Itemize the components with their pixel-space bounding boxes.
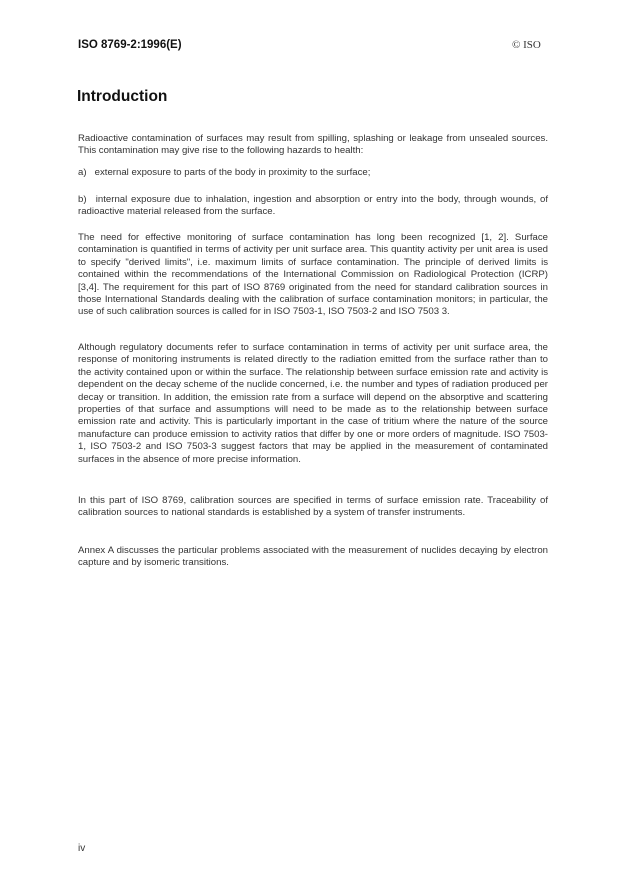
standard-id: ISO 8769-2:1996(E) [78, 39, 182, 51]
list-marker-b: b) [78, 194, 87, 205]
paragraph-annex: Annex A discusses the particular problems associated with the measurement of nuclides decaying by electron capture and by isomeric transitions. [78, 545, 548, 569]
copyright-mark: © ISO [512, 39, 541, 51]
paragraph-calibration: In this part of ISO 8769, calibration sources are specified in terms of surface emission rate. Traceability of calibration sources to national standards is established by a system of transfer instruments. [78, 495, 548, 519]
page-title: Introduction [77, 88, 168, 105]
list-marker-a: a) [78, 167, 87, 178]
list-item-b [78, 194, 548, 219]
paragraph-regulatory: Although regulatory documents refer to surface contamination in terms of activity per unit surface area, the response of monitoring instruments is related directly to the radiation emitted from the surface rather than to the activity contained upon or within the surface. The relationship between surface emission rate and activity is dependent on the decay scheme of the nuclide concerned, i.e. the number and types of radiation produced per decay or transition. In addition, the emission rate from a surface will depend on the absorptive and scattering properties of that surface and assumptions will need to be made as to the relationship between surface emission rate and activity. This is particularly important in the case of tritium where the nature of the source manufacture can produce emission to activity ratios that differ by one or more orders of magnitude. ISO 7503-1, ISO 7503-2 and ISO 7503-3 suggest factors that may be applied in the measurement of contaminated surfaces in the absence of more precise information. [78, 342, 548, 465]
paragraph-monitoring: The need for effective monitoring of surface contamination has long been recognized [1, 2]. Surface contamination is quantified in terms of activity per unit surface area. This quantity activity per unit area is used to specify "derived limits", i.e. maximum limits of surface contamination. The principle of derived limits is contained within the recommendations of the International Commission on Radiological Protection (ICRP) [3,4]. The requirement for this part of ISO 8769 originated from the need for standard calibration sources in those International Standards dealing with the calibration of surface contamination monitors; in particular, the use of such calibration sources is called for in ISO 7503-1, ISO 7503-2 and ISO 7503 3. [78, 232, 548, 318]
list-item-a [78, 167, 548, 179]
list-text-a: external exposure to parts of the body in proximity to the surface; [94, 167, 371, 178]
page-number: iv [78, 843, 86, 854]
list-text-b: internal exposure due to inhalation, ingestion and absorption or entry into the body, through wounds, of radioactive material released from the surface. [78, 194, 548, 218]
paragraph-intro: Radioactive contamination of surfaces may result from spilling, splashing or leakage from unsealed sources. This contamination may give rise to the following hazards to health: [78, 133, 548, 157]
